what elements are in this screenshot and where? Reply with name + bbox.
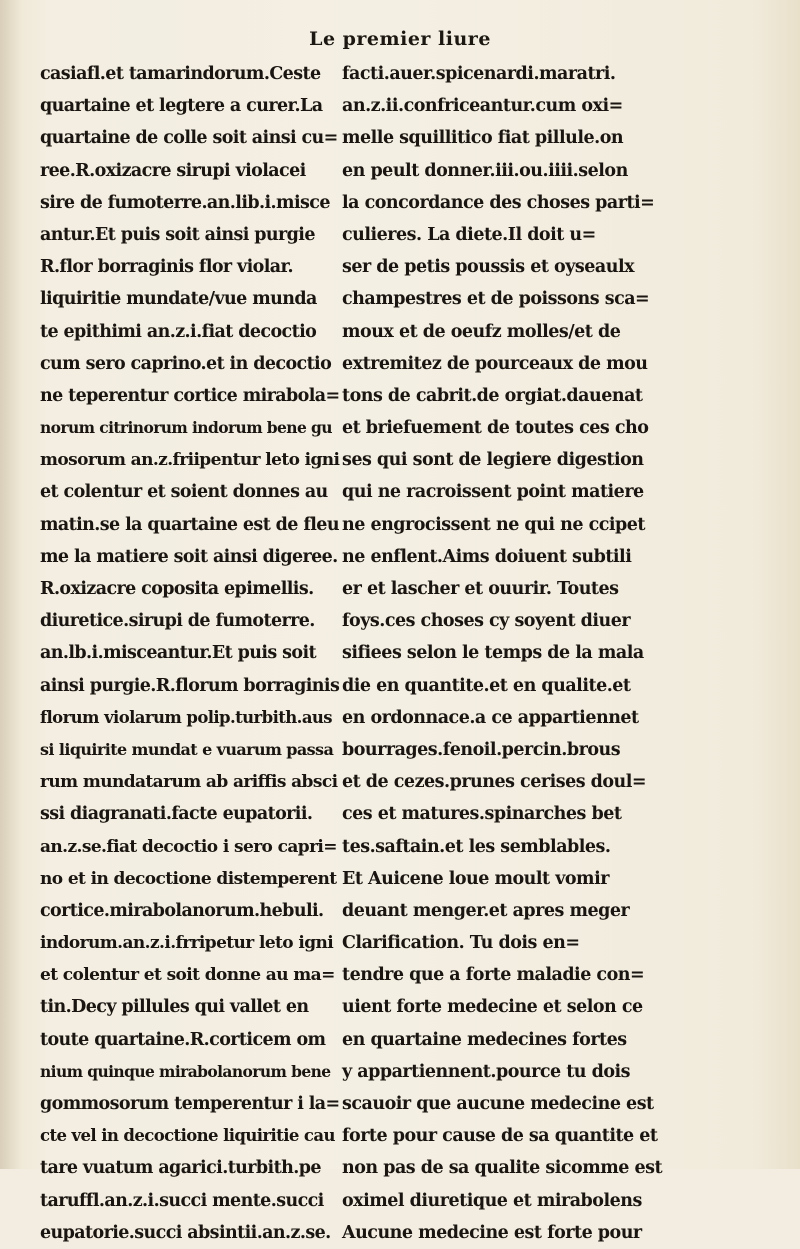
- text-line: matin.se la quartaine est de fleu: [40, 514, 339, 535]
- text-line: non pas de sa qualite sicomme est: [342, 1158, 663, 1179]
- text-line: la concordance des choses parti=: [342, 192, 655, 213]
- text-line: deuant menger.et apres meger: [342, 900, 630, 921]
- text-line: cortice.mirabolanorum.hebuli.: [40, 900, 324, 921]
- text-line: en quartaine medecines fortes: [342, 1029, 627, 1050]
- text-line: extremitez de pourceaux de mou: [342, 353, 648, 374]
- running-head: Le premier liure: [309, 28, 491, 50]
- text-line: me la matiere soit ainsi digeree.: [40, 546, 338, 567]
- text-line: ssi diagranati.facte eupatorii.: [40, 804, 313, 825]
- text-line: si liquirite mundat e vuarum passa: [40, 739, 334, 759]
- text-line: eupatorie.succi absintii.an.z.se.: [40, 1222, 331, 1243]
- text-line: ser de petis poussis et oyseaulx: [342, 257, 635, 278]
- text-line: et colentur et soit donne au ma=: [40, 965, 335, 986]
- text-line: an.z.ii.confriceantur.cum oxi=: [342, 96, 623, 117]
- text-line: tin.Decy pillules qui vallet en: [40, 997, 309, 1018]
- text-line: sifiees selon le temps de la mala: [342, 643, 644, 664]
- text-line: Et Auicene loue moult vomir: [342, 868, 609, 889]
- text-line: nium quinque mirabolanorum bene: [40, 1061, 331, 1081]
- text-line: die en quantite.et en qualite.et: [342, 675, 631, 696]
- text-line: tendre que a forte maladie con=: [342, 965, 645, 986]
- text-line: toute quartaine.R.corticem om: [40, 1029, 326, 1050]
- text-line: facti.auer.spicenardi.maratri.: [342, 64, 616, 84]
- text-line: en peult donner.iii.ou.iiii.selon: [342, 160, 628, 181]
- text-line: antur.Et puis soit ainsi purgie: [40, 224, 315, 245]
- text-line: casiafl.et tamarindorum.Ceste: [40, 64, 321, 84]
- text-line: er et lascher et ouurir. Toutes: [342, 579, 619, 599]
- text-line: cum sero caprino.et in decoctio: [40, 353, 332, 374]
- text-line: an.lb.i.misceantur.Et puis soit: [40, 643, 316, 664]
- text-line: melle squillitico fiat pillule.on: [342, 128, 624, 149]
- text-line: florum violarum polip.turbith.aus: [40, 707, 332, 727]
- text-line: quartaine de colle soit ainsi cu=: [40, 128, 338, 149]
- text-line: R.oxizacre coposita epimellis.: [40, 579, 314, 599]
- text-line: taruffl.an.z.i.succi mente.succi: [40, 1190, 324, 1211]
- text-line: et de cezes.prunes cerises doul=: [342, 772, 647, 793]
- text-line: culieres. La diete.Il doit u=: [342, 224, 596, 245]
- text-line: et colentur et soient donnes au: [40, 482, 328, 503]
- text-line: y appartiennent.pource tu dois: [342, 1061, 631, 1082]
- text-line: Aucune medecine est forte pour: [342, 1222, 642, 1243]
- text-line: champestres et de poissons sca=: [342, 289, 650, 310]
- text-line: rum mundatarum ab ariffis absci: [40, 772, 338, 793]
- text-line: liquiritie mundate/vue munda: [40, 289, 317, 310]
- text-line: ainsi purgie.R.florum borraginis: [40, 675, 340, 696]
- text-line: tare vuatum agarici.turbith.pe: [40, 1158, 321, 1179]
- text-line: ne engrocissent ne qui ne ccipet: [342, 514, 645, 535]
- text-line: oximel diuretique et mirabolens: [342, 1190, 642, 1211]
- text-line: ree.R.oxizacre sirupi violacei: [40, 160, 306, 181]
- text-line: diuretice.sirupi de fumoterre.: [40, 611, 315, 632]
- gutter-shadow: [0, 0, 22, 1169]
- text-line: tes.saftain.et les semblables.: [342, 836, 611, 857]
- text-line: bourrages.fenoil.percin.brous: [342, 739, 621, 760]
- text-line: mosorum an.z.friipentur leto igni: [40, 450, 340, 471]
- text-line: ses qui sont de legiere digestion: [342, 450, 644, 471]
- right-text-column: [342, 58, 670, 1249]
- text-line: ces et matures.spinarches bet: [342, 804, 622, 825]
- text-line: scauoir que aucune medecine est: [342, 1094, 654, 1114]
- text-line: forte pour cause de sa quantite et: [342, 1126, 658, 1147]
- text-line: en ordonnace.a ce appartiennet: [342, 707, 639, 728]
- text-line: tons de cabrit.de orgiat.dauenat: [342, 385, 643, 406]
- text-line: moux et de oeufz molles/et de: [342, 321, 621, 342]
- text-line: sire de fumoterre.an.lib.i.misce: [40, 192, 330, 213]
- text-line: ne teperentur cortice mirabola=: [40, 385, 340, 406]
- text-line: R.flor borraginis flor violar.: [40, 257, 294, 278]
- text-line: Clarification. Tu dois en=: [342, 933, 580, 954]
- text-line: qui ne racroissent point matiere: [342, 482, 644, 503]
- text-line: ne enflent.Aims doiuent subtili: [342, 546, 632, 567]
- text-line: et briefuement de toutes ces cho: [342, 418, 649, 439]
- text-line: te epithimi an.z.i.fiat decoctio: [40, 321, 317, 342]
- text-line: gommosorum temperentur i la=: [40, 1094, 340, 1114]
- text-line: norum citrinorum indorum bene gu: [40, 418, 332, 438]
- text-line: indorum.an.z.i.frripetur leto igni: [40, 933, 334, 954]
- text-line: an.z.se.fiat decoctio i sero capri=: [40, 836, 337, 857]
- text-line: foys.ces choses cy soyent diuer: [342, 611, 631, 632]
- text-line: no et in decoctione distemperent: [40, 868, 337, 889]
- text-line: uient forte medecine et selon ce: [342, 997, 643, 1018]
- left-text-column: [40, 58, 340, 1249]
- text-line: quartaine et legtere a curer.La: [40, 96, 323, 117]
- text-line: cte vel in decoctione liquiritie cau: [40, 1126, 335, 1146]
